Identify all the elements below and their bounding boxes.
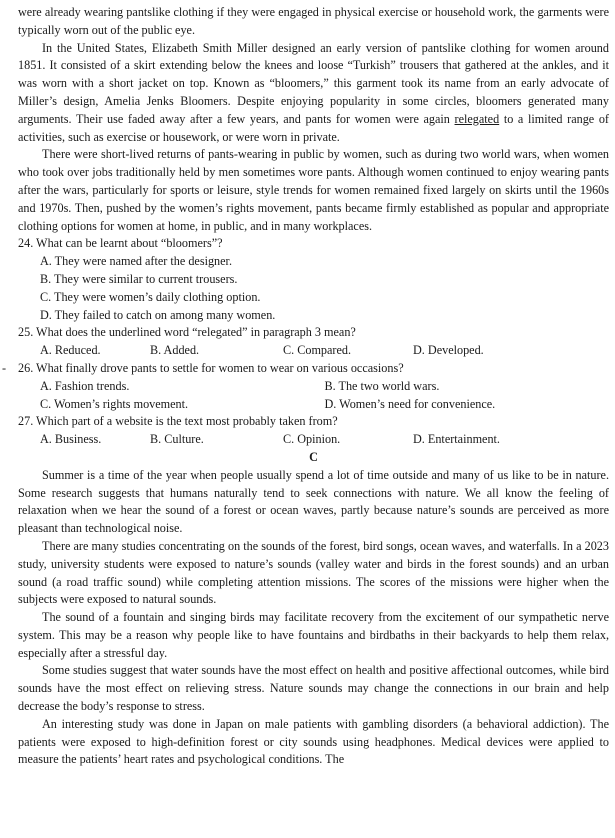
paragraph-c-4: Some studies suggest that water sounds have the most effect on health and positive affectional outcomes, while bird sounds have the most effect on relieving stress. Nature sounds may change the connections in our brain and help decrease the body’s response to stress. [18, 663, 609, 714]
question-26-block [2, 360, 609, 378]
question-24-options [40, 253, 609, 324]
underlined-word-relegated: relegated [454, 111, 500, 126]
paragraph-c-1: Summer is a time of the year when people usually spend a lot of time outside and many of us like to be in nature. Some research suggests that humans naturally tend to seek connections with nature. We all know the feeling of relaxation when we hear the sound of a forest or ocean waves, partly because nature’s sounds are perceived as more pleasant than technological noise. [18, 467, 609, 536]
section-c-heading: C [309, 449, 318, 464]
question-24-option-c[interactable]: C. They were women’s daily clothing option. [40, 289, 261, 304]
question-27-stem: 27. Which part of a website is the text most probably taken from? [18, 414, 338, 429]
question-24-option-a[interactable]: A. They were named after the designer. [40, 254, 232, 269]
question-27-option-d[interactable]: D. Entertainment. [413, 432, 500, 447]
question-27-options [40, 431, 609, 449]
paragraph-c-2: There are many studies concentrating on the sounds of the forest, bird songs, ocean waves, and waterfalls. In a 2023 study, university students were exposed to nature’s sounds (valley water and birds in the forest sounds) and an urban sound (a road traffic sound) while completing attention missions. The scores of the missions were higher when the subjects were exposed to natural sounds. [18, 538, 609, 607]
question-27-option-c[interactable]: C. Opinion. [283, 432, 341, 447]
question-25-option-a[interactable]: A. Reduced. [40, 343, 101, 358]
question-25-option-d[interactable]: D. Developed. [413, 343, 484, 358]
question-27-option-a[interactable]: A. Business. [40, 432, 102, 447]
paragraph-b-3: There were short-lived returns of pants-wearing in public by women, such as during two world wars, when women who took over jobs traditionally held by men sometimes wore pants. Although women continued to enjoy wearing pants after the wars, particularly for sports or leisure, style trends for women remained fixed largely on skirts until the 1960s and 1970s. Then, pushed by the women’s rights movement, pants became firmly established as popular and appropriate clothing options for women at home, in public, and in many workplaces. [18, 147, 609, 233]
margin-dash-mark: - [2, 360, 7, 375]
question-26-option-c[interactable]: C. Women’s rights movement. [40, 396, 189, 411]
paragraph-b-2-text-b: to a limited range of activities, such as exercise or housework, or were worn in private. [18, 111, 609, 144]
question-24-option-d[interactable]: D. They failed to catch on among many women. [40, 307, 276, 322]
question-26-option-d[interactable]: D. Women’s need for convenience. [324, 396, 496, 411]
question-24-option-b[interactable]: B. They were similar to current trousers. [40, 271, 238, 286]
question-25-option-b[interactable]: B. Added. [150, 343, 200, 358]
question-26-option-b[interactable]: B. The two world wars. [324, 378, 440, 393]
question-27-option-b[interactable]: B. Culture. [150, 432, 204, 447]
question-25-options [40, 342, 609, 360]
paragraph-c-3: The sound of a fountain and singing birds may facilitate recovery from the excitement of our sympathetic nerve system. This may be a reason why people like to have fountains and birdbaths in their backyards to help them relax, especially after a stressful day. [18, 610, 609, 660]
question-26-options-row-2 [40, 396, 609, 414]
paragraph-b-2-text-a: In the United States, Elizabeth Smith Miller designed an early version of pantslike clothing for women around 1851. It consisted of a skirt extending below the knees and loose “Turkish” trousers that gathered at the ankles, and it was worn with a short jacket on top. Known as “bloomers,” this garment took its name from an early advocate of Miller’s design, Amelia Jenks Bloomers. Despite enjoying popularity in some circles, bloomers generated many arguments. Their use faded away after a few years, and pants for women were again [18, 40, 609, 126]
question-25-stem: 25. What does the underlined word “relegated” in paragraph 3 mean? [18, 325, 356, 340]
question-24-stem: 24. What can be learnt about “bloomers”? [18, 236, 223, 251]
question-25-option-c[interactable]: C. Compared. [283, 343, 352, 358]
question-26-stem: 26. What finally drove pants to settle for women to wear on various occasions? [18, 360, 404, 375]
paragraph-b-1: were already wearing pantslike clothing if they were engaged in physical exercise or household work, the garments were typically worn out of the public eye. [18, 5, 609, 37]
question-26-option-a[interactable]: A. Fashion trends. [40, 378, 130, 393]
paragraph-b-2 [18, 40, 609, 147]
paragraph-c-5: An interesting study was done in Japan on male patients with gambling disorders (a behavioral addiction). The patients were exposed to high-definition forest or city sounds using headphones. Medical devices were applied to measure the patients’ heart rates and psychological conditions. The [18, 716, 609, 767]
question-26-options-row-1 [40, 378, 609, 396]
